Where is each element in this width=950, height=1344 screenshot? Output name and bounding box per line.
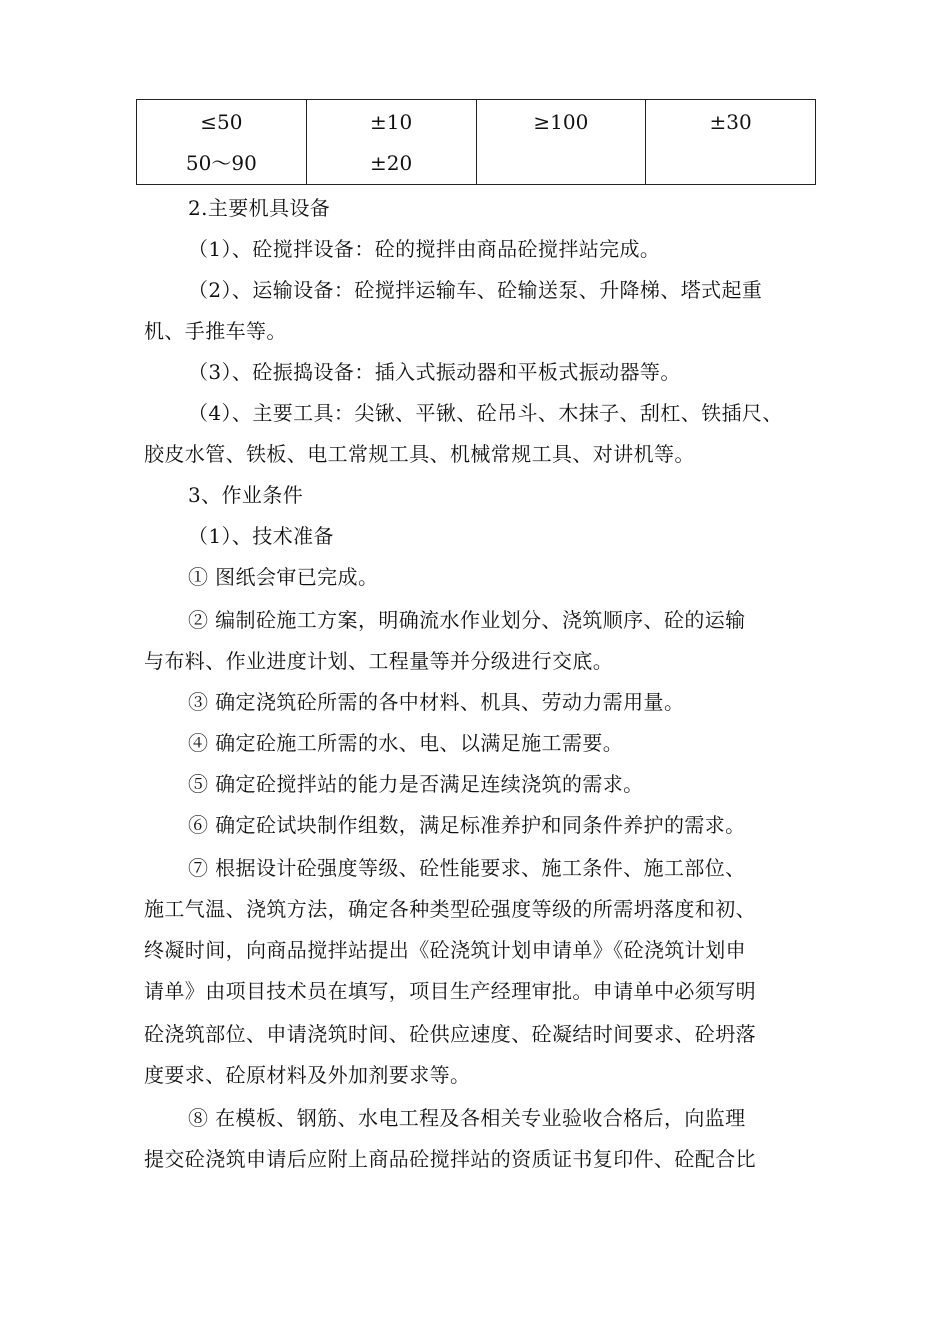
cell-text: ±30 (709, 110, 752, 134)
section-heading: 2.主要机具设备 (188, 196, 331, 220)
cell-text: ≥100 (533, 110, 589, 134)
body-text-line: （2）、运输设备：砼搅拌运输车、砼输送泵、升降梯、塔式起重 (188, 278, 763, 302)
body-text-line: 请单》由项目技术员在填写，项目生产经理审批。申请单中必须写明 (144, 979, 756, 1003)
cell-text: ±10 (370, 110, 413, 134)
body-text-line: ② 编制砼施工方案，明确流水作业划分、浇筑顺序、砼的运输 (188, 608, 746, 632)
cell-text (477, 153, 646, 173)
table-cell (306, 100, 476, 185)
body-text-line: 施工气温、浇筑方法，确定各种类型砼强度等级的所需坍落度和初、 (144, 897, 756, 921)
body-text-line: ③ 确定浇筑砼所需的各中材料、机具、劳动力需用量。 (188, 690, 685, 714)
tolerance-table (136, 99, 816, 185)
body-text-line: （4）、主要工具：尖锹、平锹、砼吊斗、木抹子、刮杠、铁插尺、 (188, 401, 783, 425)
body-text-line: ⑧ 在模板、钢筋、水电工程及各相关专业验收合格后，向监理 (188, 1106, 746, 1130)
table-cell (476, 100, 646, 185)
body-text-line: 终凝时间，向商品搅拌站提出《砼浇筑计划申请单》《砼浇筑计划申 (144, 938, 746, 962)
body-text-line: 与布料、作业进度计划、工程量等并分级进行交底。 (144, 649, 614, 673)
body-text-line: 砼浇筑部位、申请浇筑时间、砼供应速度、砼凝结时间要求、砼坍落 (144, 1022, 756, 1046)
cell-text: ±20 (370, 151, 413, 175)
subsection-heading: （1）、技术准备 (188, 524, 334, 548)
body-text-line: 胶皮水管、铁板、电工常规工具、机械常规工具、对讲机等。 (144, 442, 695, 466)
body-text-line: （3）、砼振捣设备：插入式振动器和平板式振动器等。 (188, 360, 681, 384)
body-text-line: 提交砼浇筑申请后应附上商品砼搅拌站的资质证书复印件、砼配合比 (144, 1147, 756, 1171)
body-text-line: 机、手推车等。 (144, 319, 287, 343)
body-text-line: ⑥ 确定砼试块制作组数，满足标准养护和同条件养护的需求。 (188, 813, 746, 837)
body-text-line: （1）、砼搅拌设备：砼的搅拌由商品砼搅拌站完成。 (188, 237, 661, 261)
body-text-line: 度要求、砼原材料及外加剂要求等。 (144, 1063, 471, 1087)
section-heading: 3、作业条件 (188, 483, 304, 507)
body-text-line: ⑤ 确定砼搅拌站的能力是否满足连续浇筑的需求。 (188, 772, 644, 796)
table-cell (646, 100, 816, 185)
body-text-line: ① 图纸会审已完成。 (188, 565, 379, 589)
cell-text: 50～90 (185, 151, 257, 175)
body-text-line: ⑦ 根据设计砼强度等级、砼性能要求、施工条件、施工部位、 (188, 856, 746, 880)
cell-text (646, 153, 815, 173)
cell-text: ≤50 (200, 110, 243, 134)
table-row (137, 100, 816, 185)
body-text-line: ④ 确定砼施工所需的水、电、以满足施工需要。 (188, 731, 624, 755)
table-cell (137, 100, 307, 185)
